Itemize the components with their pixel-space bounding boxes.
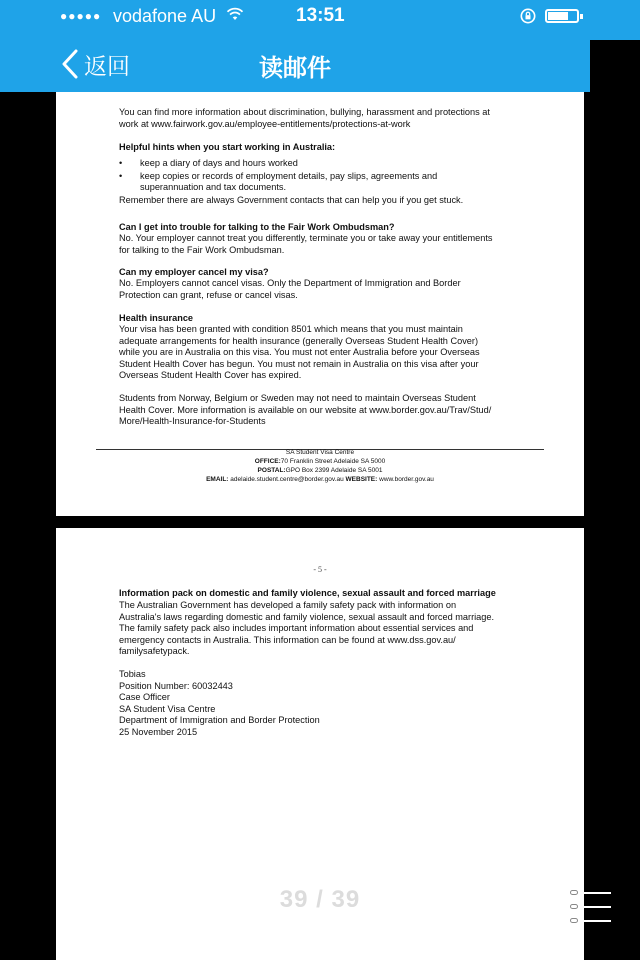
students-paragraph: Students from Norway, Belgium or Sweden may not need to maintain Overseas Student Health Cover. More information is available on our website at www.border.gov.au/Trav/Stud/ More/Health-Insurance-for-Students — [119, 393, 492, 427]
info-pack-heading: Information pack on domestic and family violence, sexual assault and forced marriage — [119, 588, 496, 598]
hints-heading: Helpful hints when you start working in Australia: — [119, 142, 336, 152]
answer-paragraph: No. Employers cannot cancel visas. Only the Department of Immigration and Border Protection can grant, refuse or cancel visas. — [119, 278, 461, 300]
bullet-icon: • — [119, 170, 123, 181]
document-page[interactable] — [56, 528, 584, 960]
menu-line-icon — [570, 890, 614, 898]
letter-footer: SA Student Visa Centre OFFICE:70 Franklin Street Adelaide SA 5000 POSTAL:GPO Box 2399 Adelaide SA 5001 EMAIL: adelaide.student.centre@border.gov.au WEBSITE: www.border.gov.au — [206, 449, 434, 483]
menu-button[interactable] — [570, 890, 614, 926]
page-counter: 39 / 39 — [279, 886, 361, 913]
intro-paragraph: You can find more information about discrimination, bullying, harassment and protections at work at www.fairwork.gov.au/employee-entitlements/protections-at-work — [119, 107, 490, 129]
rotation-lock-icon — [518, 6, 538, 26]
list-item: • keep copies or records of employment details, pay slips, agreements and superannuation and tax documents. — [119, 170, 438, 193]
info-pack-paragraph: The Australian Government has developed a family safety pack with information on Australia's laws regarding domestic and family violence, sexual assault and forced marriage. The family safety pack also includes important information about essential services and emergency contacts in Australia. This information can be found at www.dss.gov.au/ familysafetypack. — [119, 600, 495, 657]
health-heading: Health insurance — [119, 313, 194, 323]
status-bar — [0, 0, 640, 40]
question-heading: Can I get into trouble for talking to the Fair Work Ombudsman? — [119, 222, 395, 232]
hints-list — [119, 158, 529, 206]
bullet-icon: • — [119, 158, 123, 168]
menu-line-icon — [570, 904, 614, 912]
wifi-icon — [226, 5, 244, 23]
list-item: • keep a diary of days and hours worked — [119, 158, 298, 168]
remember-text: Remember there are always Government contacts that can help you if you get stuck. — [119, 194, 464, 205]
health-paragraph: Your visa has been granted with condition 8501 which means that you must maintain adequate arrangements for health insurance (generally Overseas Student Health Cover) while you are in Australia on this visa. You must not enter Australia before your Overseas Student Health Cover has begun. You must not remain in Australia on this visa after your Overseas Student Health Cover has expired. — [119, 324, 480, 381]
page-number: - 5 - — [313, 565, 327, 574]
question-heading: Can my employer cancel my visa? — [119, 267, 269, 277]
signal-strength: ●●●●● — [60, 9, 102, 23]
signature-block: Tobias Position Number: 60032443 Case Officer SA Student Visa Centre Department of Immigration and Border Protection 25 November 2015 — [119, 669, 320, 737]
page-title: 读邮件 — [259, 55, 331, 82]
carrier-name: vodafone AU — [113, 6, 217, 26]
answer-paragraph: No. Your employer cannot treat you differently, terminate you or take away your entitlements for talking to the Fair Work Ombudsman. — [119, 233, 493, 255]
document-page[interactable] — [56, 92, 584, 516]
menu-line-icon — [570, 918, 614, 926]
clock: 13:51 — [296, 5, 345, 26]
nav-bar — [0, 40, 590, 92]
battery-icon — [545, 9, 579, 23]
back-label: 返回 — [84, 52, 130, 79]
